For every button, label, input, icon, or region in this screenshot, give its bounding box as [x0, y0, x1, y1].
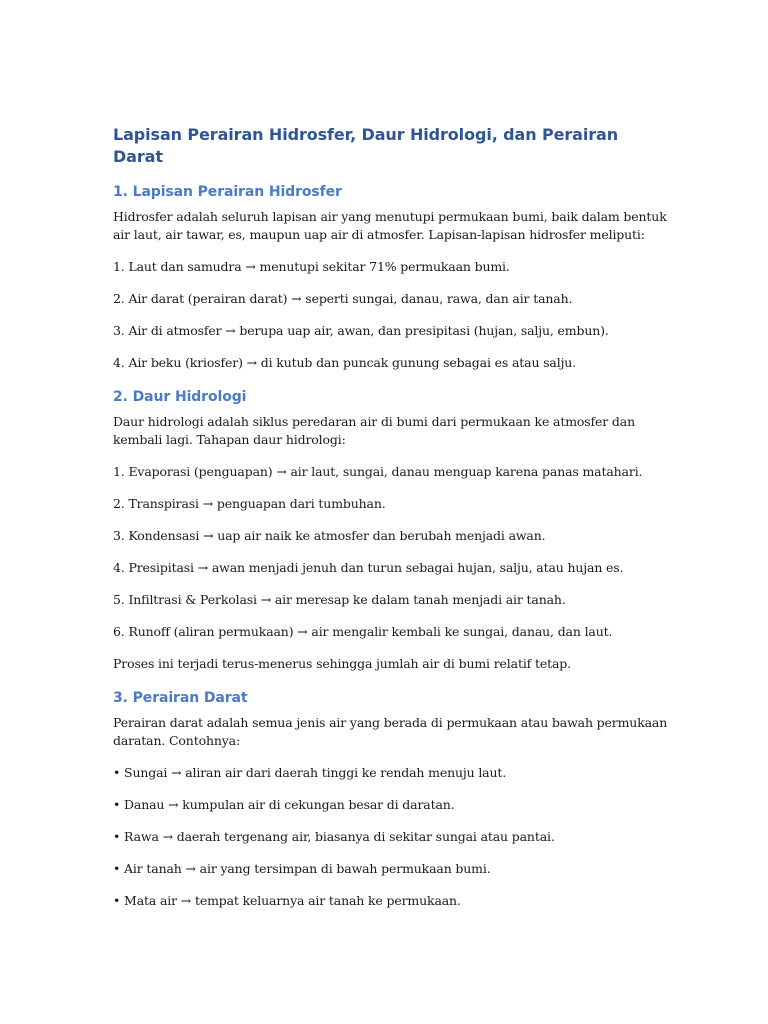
section-intro: Hidrosfer adalah seluruh lapisan air yang menutupi permukaan bumi, baik dalam bentuk air laut, air tawar, es, maupun uap air di atmosfer. Lapisan-lapisan hidrosfer meliputi: — [113, 209, 667, 242]
list-item: 5. Infiltrasi & Perkolasi → air meresap ke dalam tanah menjadi air tanah. — [113, 592, 566, 607]
section-heading: 1. Lapisan Perairan Hidrosfer — [113, 184, 342, 200]
section-intro: Daur hidrologi adalah siklus peredaran air di bumi dari permukaan ke atmosfer dan kembali lagi. Tahapan daur hidrologi: — [113, 414, 635, 447]
section-daur-hidrologi — [113, 387, 673, 673]
document-title: Lapisan Perairan Hidrosfer, Daur Hidrologi, dan Perairan Darat — [113, 125, 618, 166]
list-item: 2. Air darat (perairan darat) → seperti sungai, danau, rawa, dan air tanah. — [113, 291, 573, 306]
list-item: 4. Presipitasi → awan menjadi jenuh dan turun sebagai hujan, salju, atau hujan es. — [113, 560, 624, 575]
list-item: • Danau → kumpulan air di cekungan besar di daratan. — [113, 797, 455, 812]
section-closing: Proses ini terjadi terus-menerus sehingga jumlah air di bumi relatif tetap. — [113, 656, 571, 671]
list-item: • Air tanah → air yang tersimpan di bawah permukaan bumi. — [113, 861, 491, 876]
document-page — [113, 124, 673, 924]
list-item: 1. Laut dan samudra → menutupi sekitar 71% permukaan bumi. — [113, 259, 510, 274]
section-perairan-darat — [113, 688, 673, 910]
list-item: 6. Runoff (aliran permukaan) → air mengalir kembali ke sungai, danau, dan laut. — [113, 624, 613, 639]
list-item: • Mata air → tempat keluarnya air tanah ke permukaan. — [113, 893, 461, 908]
list-item: 2. Transpirasi → penguapan dari tumbuhan. — [113, 496, 386, 511]
list-item: 4. Air beku (kriosfer) → di kutub dan puncak gunung sebagai es atau salju. — [113, 355, 577, 370]
section-hidrosfer — [113, 182, 673, 372]
list-item: • Sungai → aliran air dari daerah tinggi ke rendah menuju laut. — [113, 765, 507, 780]
section-heading: 2. Daur Hidrologi — [113, 389, 247, 405]
section-heading: 3. Perairan Darat — [113, 690, 248, 706]
list-item: 3. Air di atmosfer → berupa uap air, awan, dan presipitasi (hujan, salju, embun). — [113, 323, 609, 338]
list-item: • Rawa → daerah tergenang air, biasanya di sekitar sungai atau pantai. — [113, 829, 555, 844]
list-item: 3. Kondensasi → uap air naik ke atmosfer dan berubah menjadi awan. — [113, 528, 546, 543]
list-item: 1. Evaporasi (penguapan) → air laut, sungai, danau menguap karena panas matahari. — [113, 464, 643, 479]
section-intro: Perairan darat adalah semua jenis air yang berada di permukaan atau bawah permukaan daratan. Contohnya: — [113, 715, 668, 748]
